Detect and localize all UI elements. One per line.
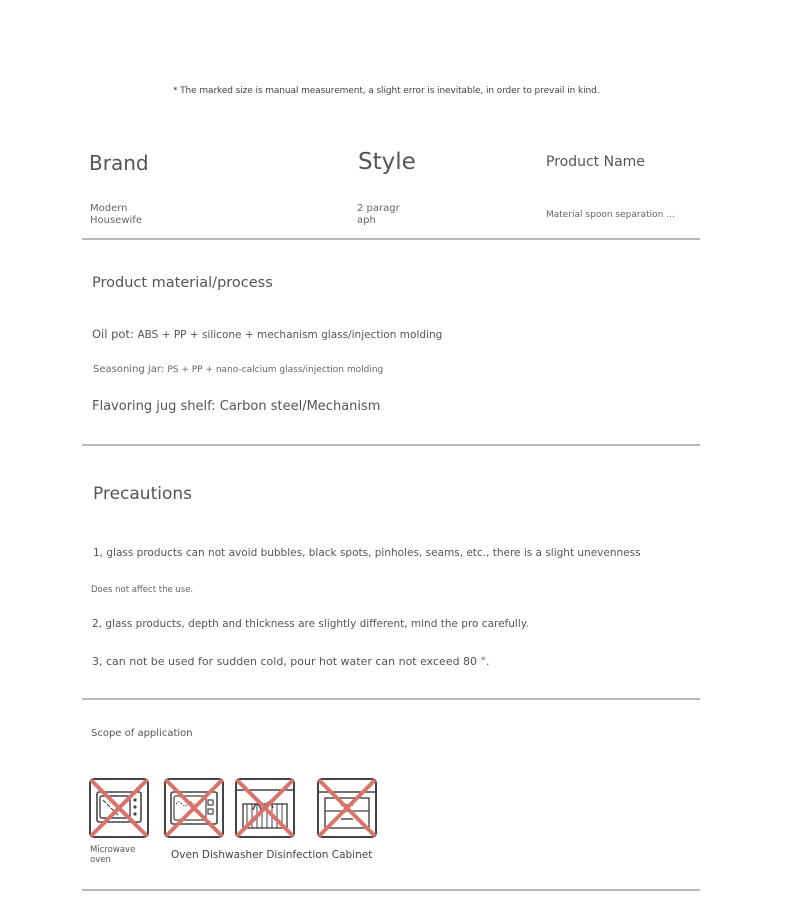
appliance-captions: Oven Dishwasher Disinfection Cabinet (171, 849, 373, 861)
divider (82, 889, 700, 891)
precaution-item-3: 3, can not be used for sudden cold, pour hot water can not exceed 80 °. (92, 655, 490, 668)
disinfection-cabinet-icon (317, 778, 377, 838)
brand-label: Brand (89, 151, 149, 175)
microwave-caption: Microwave oven (90, 845, 136, 865)
divider (82, 444, 700, 446)
style-value: 2 paragr aph (357, 203, 400, 226)
product-name-value: Material spoon separation ... (546, 210, 675, 220)
jar-text: PS + PP + nano-calcium glass/injection molding (167, 365, 384, 375)
material-title: Product material/process (92, 275, 273, 291)
precautions-title: Precautions (93, 484, 192, 504)
divider (82, 238, 700, 240)
oil-pot-line (92, 327, 442, 341)
shelf-line: Flavoring jug shelf: Carbon steel/Mechanism (92, 399, 381, 414)
divider (82, 698, 700, 700)
microwave-icon (89, 778, 149, 838)
oil-pot-text: ABS + PP + silicone + mechanism glass/injection molding (137, 329, 443, 341)
precaution-item-1: 1, glass products can not avoid bubbles, black spots, pinholes, seams, etc., there is a slight unevenness (93, 547, 641, 559)
dishwasher-icon (235, 778, 295, 838)
seasoning-jar-line (93, 364, 383, 375)
product-name-label: Product Name (546, 154, 645, 170)
scope-title: Scope of application (91, 728, 193, 739)
precaution-item-1-continued: Does not affect the use. (91, 585, 194, 595)
style-label: Style (358, 149, 416, 175)
precaution-item-2: 2, glass products, depth and thickness are slightly different, mind the pro carefully. (92, 618, 529, 630)
measurement-note: * The marked size is manual measurement, a slight error is inevitable, in order to prevail in kind. (173, 86, 600, 96)
oven-icon (164, 778, 224, 838)
oil-pot-prefix: Oil pot: (92, 327, 138, 341)
jar-prefix: Seasoning jar: (93, 364, 168, 375)
brand-value: Modern Housewife (90, 203, 142, 226)
